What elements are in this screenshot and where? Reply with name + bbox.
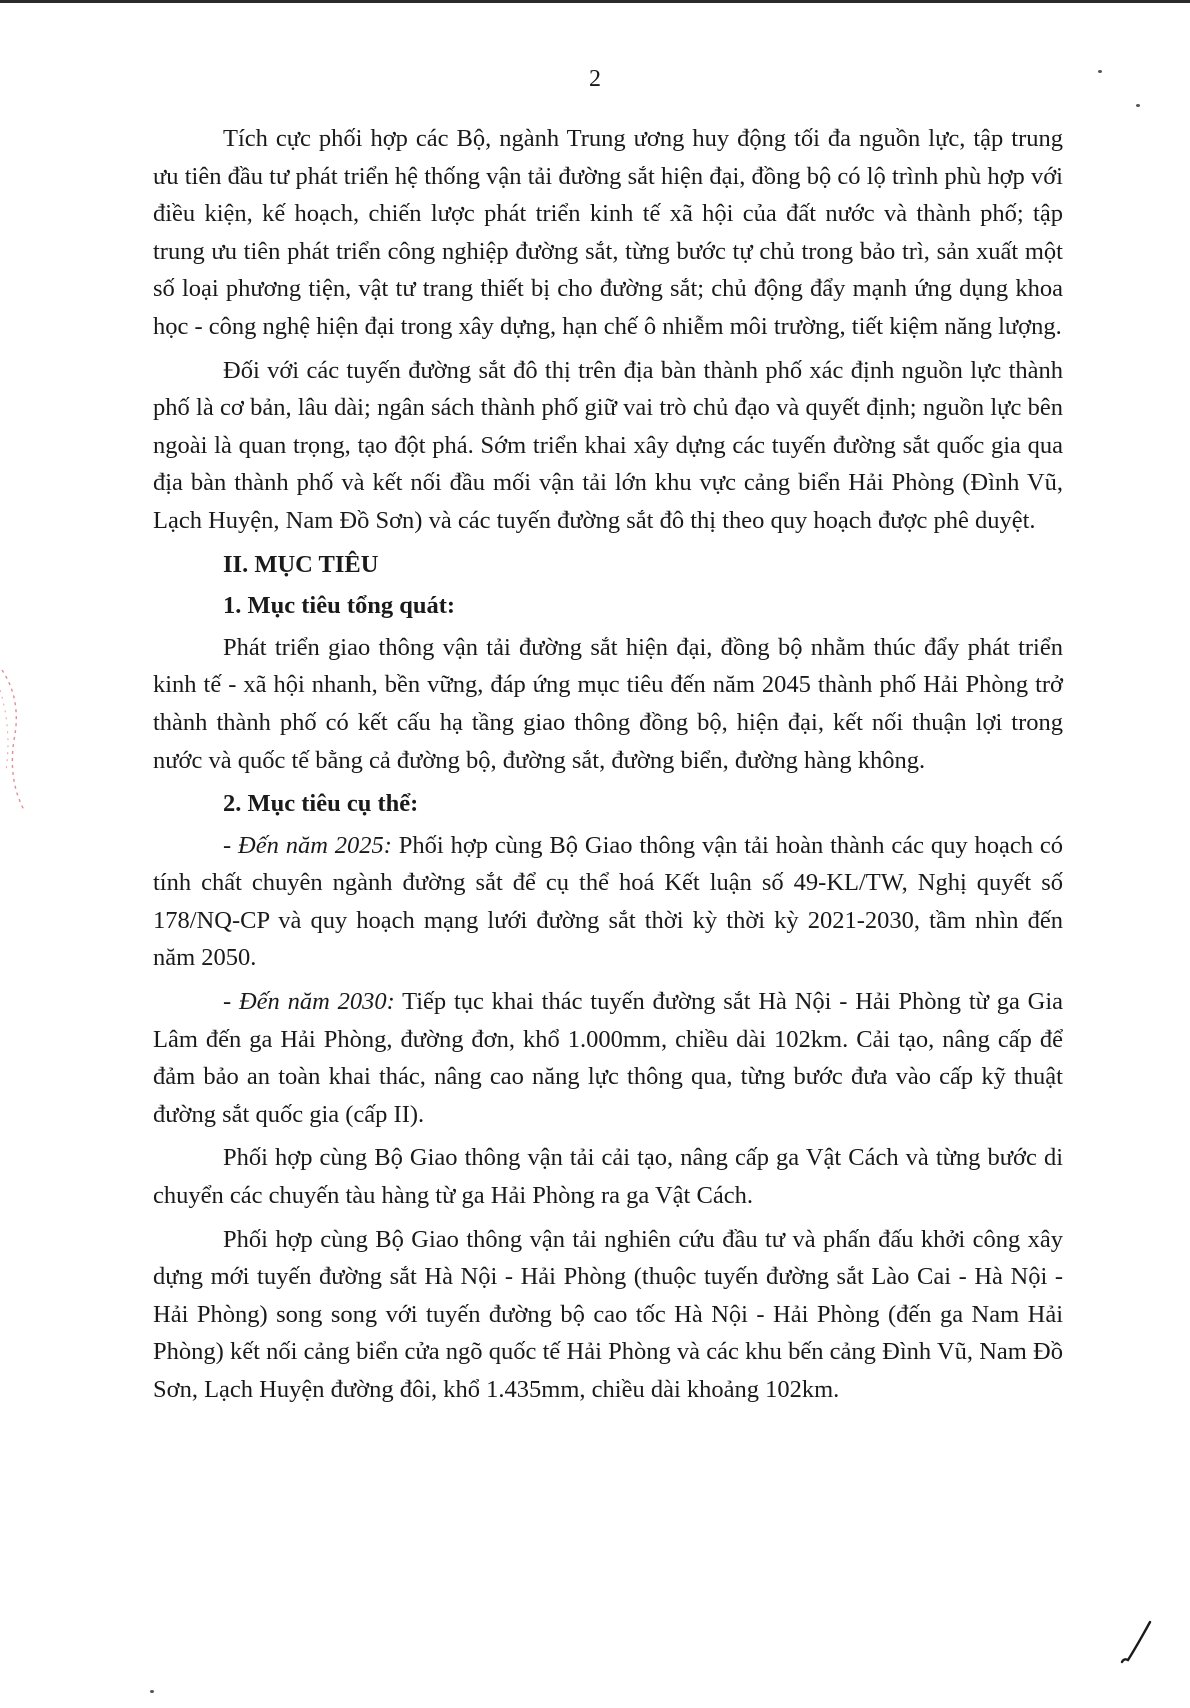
scan-speck xyxy=(1136,104,1140,107)
goal-2025-text: Phối hợp cùng Bộ Giao thông vận tải hoàn thành các quy hoạch có tính chất chuyên ngành đường sắt để cụ thể hoá Kết luận số 49-KL/TW, Nghị quyết số 178/NQ-CP và quy hoạch mạng lưới đường sắt thời kỳ thời kỳ 2021-2030, tầm nhìn đến năm 2050. xyxy=(153,831,1064,972)
goal-2025-lead: - Đến năm 2025: xyxy=(223,831,392,859)
new-railway-paragraph: Phối hợp cùng Bộ Giao thông vận tải nghiên cứu đầu tư và phấn đấu khởi công xây dựng mới tuyến đường sắt Hà Nội - Hải Phòng (thuộc tuyến đường sắt Lào Cai - Hà Nội - Hải Phòng) song song với tuyến đường bộ cao tốc Hà Nội - Hải Phòng (đến ga Nam Hải Phòng) kết nối cảng biển cửa ngõ quốc tế Hải Phòng và các khu bến cảng Đình Vũ, Nam Đồ Sơn, Lạch Huyện đường đôi, khổ 1.435mm, chiều dài khoảng 102km. xyxy=(153,1225,1063,1403)
goal-2025-paragraph xyxy=(153,827,1063,977)
pen-tick-mark xyxy=(1118,1618,1152,1666)
vat-cach-paragraph: Phối hợp cùng Bộ Giao thông vận tải cải tạo, nâng cấp ga Vật Cách và từng bước di chuyển các chuyến tàu hàng từ ga Hải Phòng ra ga Vật Cách. xyxy=(153,1144,1063,1210)
page-number: 2 xyxy=(589,66,601,92)
scan-speck xyxy=(1098,70,1102,73)
goal-2030-text: Tiếp tục khai thác tuyến đường sắt Hà Nội - Hải Phòng từ ga Gia Lâm đến ga Hải Phòng, đường đơn, khổ 1.000mm, chiều dài 102km. Cải tạo, nâng cấp để đảm bảo an toàn khai thác, nâng cao năng lực thông qua, từng bước đưa vào cấp kỹ thuật đường sắt quốc gia (cấp II). xyxy=(153,988,1064,1128)
section-heading: II. MỤC TIÊU xyxy=(223,550,379,578)
intro-paragraph-2: Đối với các tuyến đường sắt đô thị trên địa bàn thành phố xác định nguồn lực thành phố là cơ bản, lâu dài; ngân sách thành phố giữ vai trò chủ đạo và quyết định; nguồn lực bên ngoài là quan trọng, tạo đột phá. Sớm triển khai xây dựng các tuyến đường sắt quốc gia qua địa bàn thành phố và kết nối đầu mối vận tải lớn khu vực cảng biển Hải Phòng (Đình Vũ, Lạch Huyện, Nam Đồ Sơn) và các tuyến đường sắt đô thị theo quy hoạch được phê duyệt. xyxy=(153,356,1063,534)
goal-2030-paragraph xyxy=(153,983,1063,1133)
stamp-edge-mark xyxy=(0,660,30,820)
general-goal-heading: 1. Mục tiêu tổng quát: xyxy=(223,592,456,620)
top-border-line xyxy=(0,0,1190,3)
scan-speck xyxy=(150,1690,154,1693)
goal-2030-lead: - Đến năm 2030: xyxy=(223,988,395,1016)
intro-paragraph-1: Tích cực phối hợp các Bộ, ngành Trung ương huy động tối đa nguồn lực, tập trung ưu tiên đầu tư phát triển hệ thống vận tải đường sắt hiện đại, đồng bộ có lộ trình phù hợp với điều kiện, kế hoạch, chiến lược phát triển kinh tế xã hội của đất nước và thành phố; tập trung ưu tiên phát triển công nghiệp đường sắt, từng bước tự chủ trong bảo trì, sản xuất một số loại phương tiện, vật tư trang thiết bị cho đường sắt; chủ động đẩy mạnh ứng dụng khoa học - công nghệ hiện đại trong xây dựng, hạn chế ô nhiễm môi trường, tiết kiệm năng lượng. xyxy=(153,125,1063,340)
general-goal-text: Phát triển giao thông vận tải đường sắt hiện đại, đồng bộ nhằm thúc đẩy phát triển kinh tế - xã hội nhanh, bền vững, đáp ứng mục tiêu đến năm 2045 thành phố Hải Phòng trở thành thành phố có kết cấu hạ tầng giao thông đồng bộ, hiện đại, kết nối thuận lợi trong nước và quốc tế bằng cả đường bộ, đường sắt, đường biển, đường hàng không. xyxy=(153,633,1063,774)
document-body xyxy=(153,120,1063,1415)
specific-goal-heading: 2. Mục tiêu cụ thể: xyxy=(223,790,419,818)
